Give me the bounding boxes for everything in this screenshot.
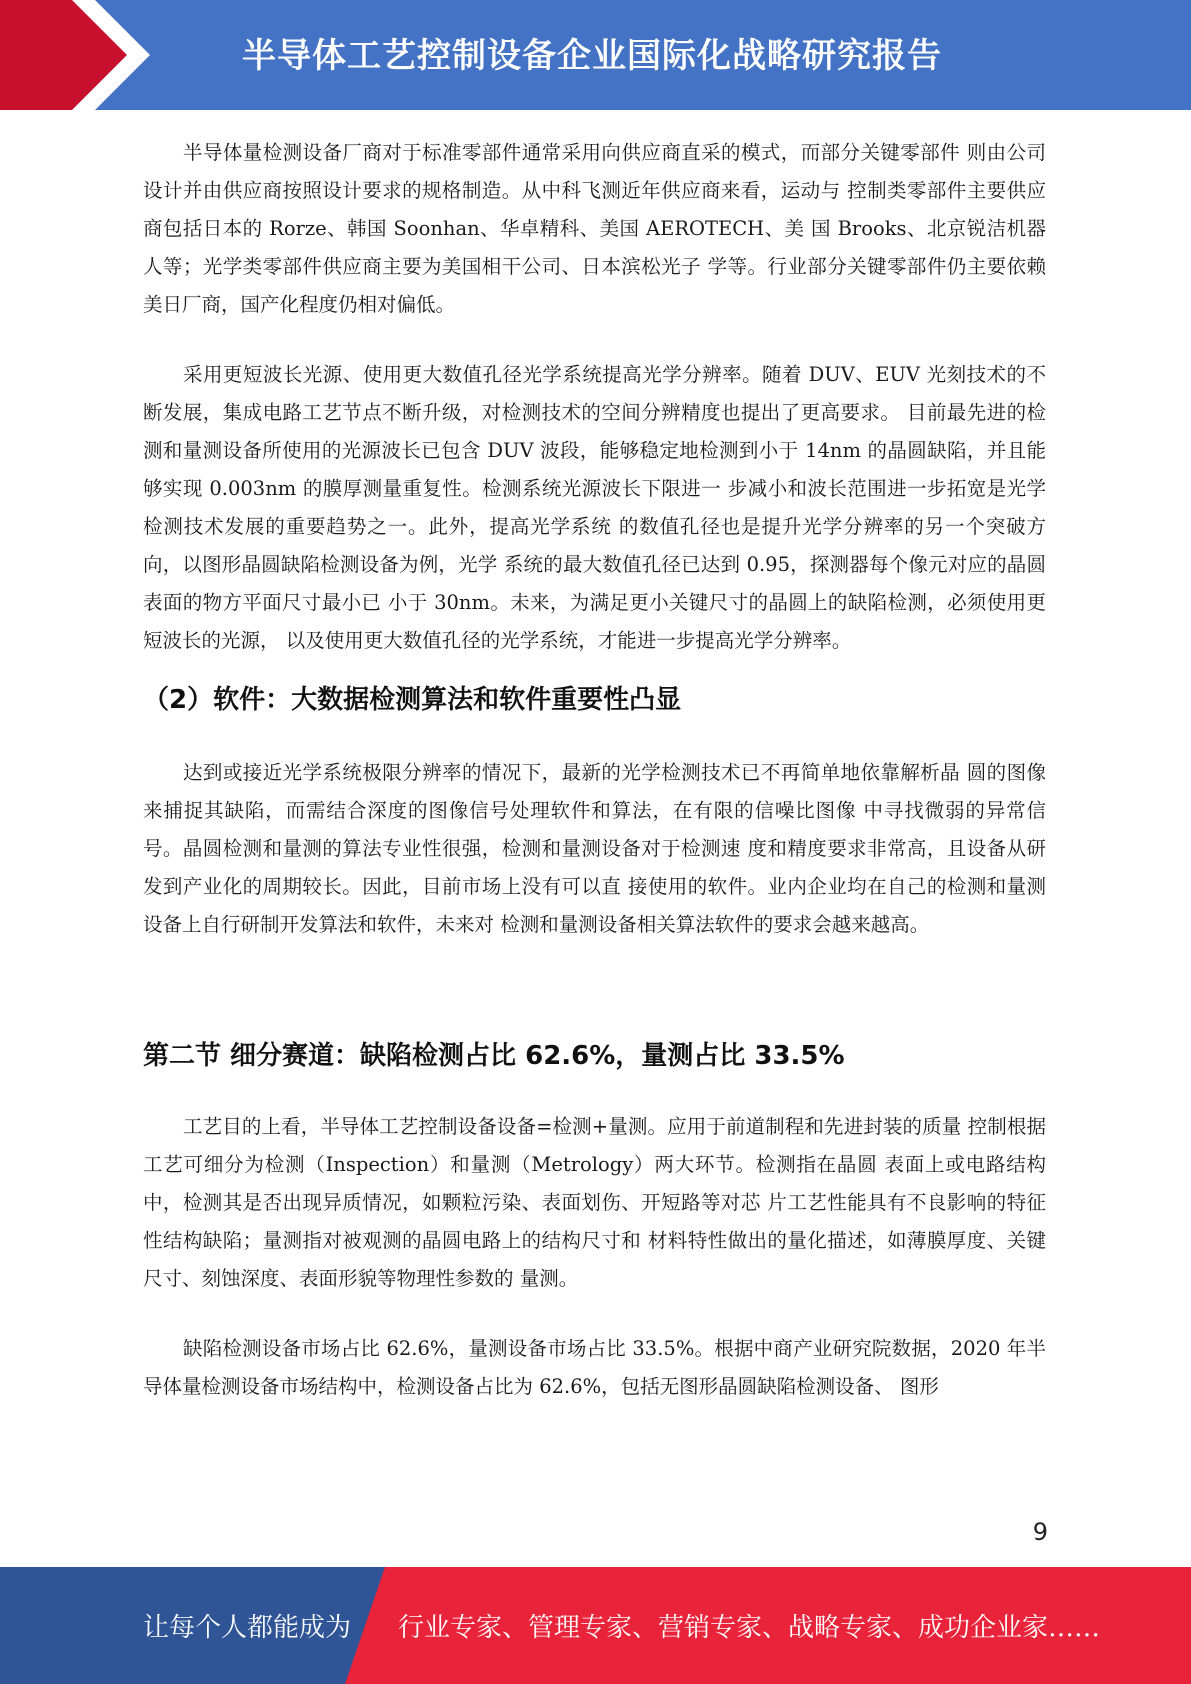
page-content: [143, 134, 1046, 1406]
subsection-heading: （2）软件：大数据检测算法和软件重要性凸显: [143, 685, 682, 715]
body-paragraph-3: 达到或接近光学系统极限分辨率的情况下，最新的光学检测技术已不再简单地依靠解析晶 圆的图像来捕捉其缺陷，而需结合深度的图像信号处理软件和算法，在有限的信噪比图像 中寻找微弱的异常信号。晶圆检测和量测的算法专业性很强，检测和量测设备对于检测速 度和精度要求非常高，且设备从研发到产业化的周期较长。因此，目前市场上没有可以直 接使用的软件。业内企业均在自己的检测和量测设备上自行研制开发算法和软件，未来对 检测和量测设备相关算法软件的要求会越来越高。: [143, 761, 1046, 936]
page-number: 9: [1032, 1518, 1048, 1546]
header-chevron-icon: [0, 0, 160, 110]
body-paragraph-4: 工艺目的上看，半导体工艺控制设备设备=检测+量测。应用于前道制程和先进封装的质量 控制根据工艺可细分为检测（Inspection）和量测（Metrology）两大环节。检测指在晶圆 表面上或电路结构中，检测其是否出现异质情况，如颗粒污染、表面划伤、开短路等对芯 片工艺性能具有不良影响的特征性结构缺陷；量测指对被观测的晶圆电路上的结构尺寸和 材料特性做出的量化描述，如薄膜厚度、关键尺寸、刻蚀深度、表面形貌等物理性参数的 量测。: [143, 1115, 1046, 1290]
body-paragraph-2: 采用更短波长光源、使用更大数值孔径光学系统提高光学分辨率。随着 DUV、EUV 光刻技术的不断发展，集成电路工艺节点不断升级，对检测技术的空间分辨精度也提出了更高要求。 目前最先进的检测和量测设备所使用的光源波长已包含 DUV 波段，能够稳定地检测到小于 14nm 的晶圆缺陷，并且能够实现 0.003nm 的膜厚测量重复性。检测系统光源波长下限进一 步减小和波长范围进一步拓宽是光学检测技术发展的重要趋势之一。此外，提高光学系统 的数值孔径也是提升光学分辨率的另一个突破方向，以图形晶圆缺陷检测设备为例，光学 系统的最大数值孔径已达到 0.95，探测器每个像元对应的晶圆表面的物方平面尺寸最小已 小于 30nm。未来，为满足更小关键尺寸的晶圆上的缺陷检测，必须使用更短波长的光源， 以及使用更大数值孔径的光学系统，才能进一步提高光学分辨率。: [143, 363, 1046, 652]
report-title: 半导体工艺控制设备企业国际化战略研究报告: [242, 36, 942, 76]
footer-slogan-right: 行业专家、管理专家、营销专家、战略专家、成功企业家……: [398, 1613, 1101, 1643]
footer-slogan-left: 让每个人都能成为: [143, 1613, 352, 1643]
section-heading: 第二节 细分赛道：缺陷检测占比 62.6%，量测占比 33.5%: [143, 1041, 845, 1071]
page-footer: [0, 1567, 1191, 1684]
page-header: [0, 0, 1191, 110]
body-paragraph-5: 缺陷检测设备市场占比 62.6%，量测设备市场占比 33.5%。根据中商产业研究院数据，2020 年半导体量检测设备市场结构中，检测设备占比为 62.6%，包括无图形晶圆缺陷检测设备、 图形: [143, 1337, 1046, 1398]
body-paragraph-1: 半导体量检测设备厂商对于标准零部件通常采用向供应商直采的模式，而部分关键零部件 则由公司设计并由供应商按照设计要求的规格制造。从中科飞测近年供应商来看，运动与 控制类零部件主要供应商包括日本的 Rorze、韩国 Soonhan、华卓精科、美国 AEROTECH、美 国 Brooks、北京锐洁机器人等；光学类零部件供应商主要为美国相干公司、日本滨松光子 学等。行业部分关键零部件仍主要依赖美日厂商，国产化程度仍相对偏低。: [143, 141, 1046, 316]
